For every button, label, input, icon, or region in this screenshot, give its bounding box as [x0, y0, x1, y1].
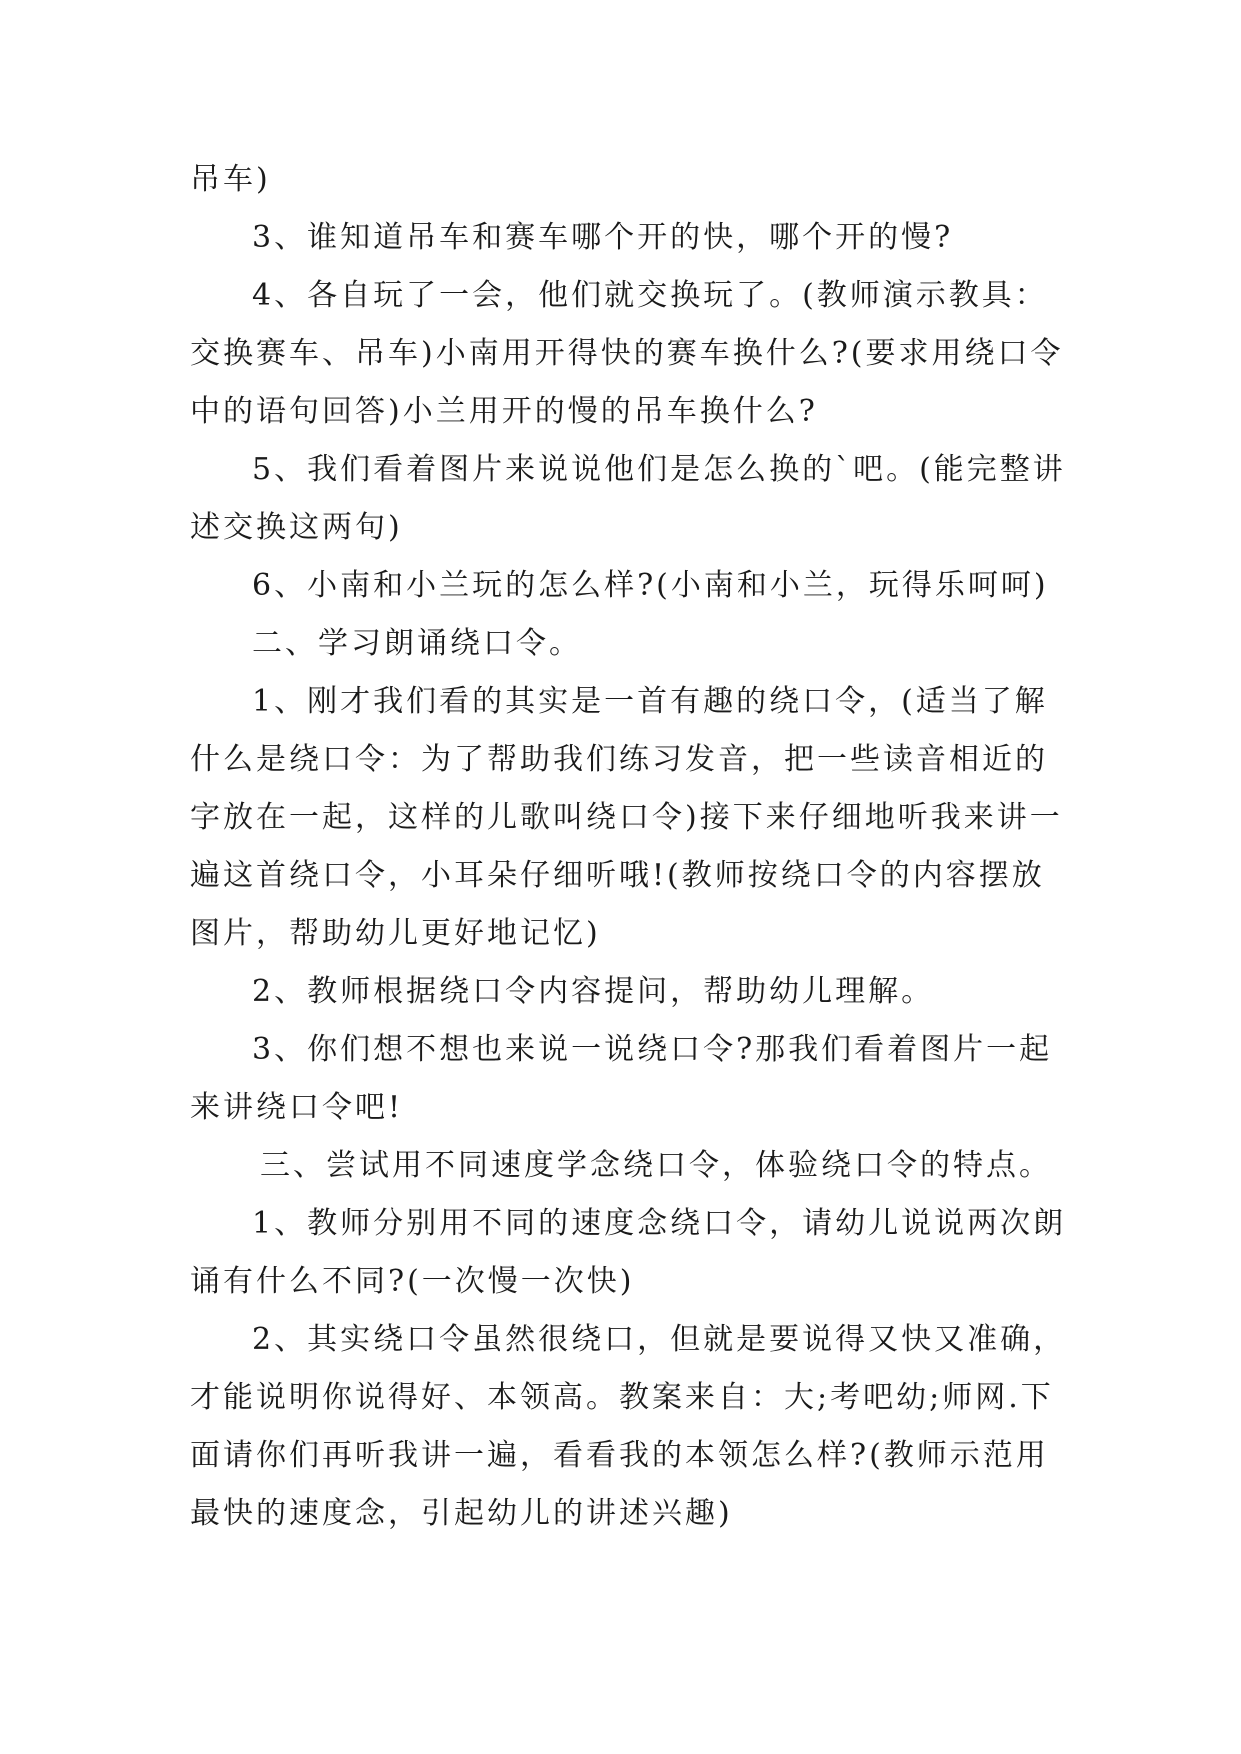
section-heading-3: 三、尝试用不同速度学念绕口令，体验绕口令的特点。: [260, 1148, 1052, 1183]
paragraph-section3-step-2: 2、其实绕口令虽然很绕口，但就是要说得又快又准确，才能说明你说得好、本领高。教案来自：大;考吧幼;师网.下面请你们再听我讲一遍，看看我的本领怎么样?(教师示范用最快的速度念，引起幼儿的讲述兴趣): [190, 1322, 1067, 1531]
paragraph-section2-step-2: 2、教师根据绕口令内容提问，帮助幼儿理解。: [252, 974, 935, 1009]
paragraph-section3-step-1: 1、教师分别用不同的速度念绕口令，请幼儿说说两次朗诵有什么不同?(一次慢一次快): [190, 1206, 1067, 1299]
paragraph-step-6: 6、小南和小兰玩的怎么样?(小南和小兰，玩得乐呵呵): [252, 568, 1049, 603]
document-body: [190, 151, 1070, 1543]
paragraph-step-4: 4、各自玩了一会，他们就交换玩了。(教师演示教具：交换赛车、吊车)小南用开得快的赛车换什么?(要求用绕口令中的语句回答)小兰用开的慢的吊车换什么?: [190, 278, 1064, 429]
paragraph-step-5: 5、我们看着图片来说说他们是怎么换的`吧。(能完整讲述交换这两句): [190, 452, 1066, 545]
paragraph-section2-step-3: 3、你们想不想也来说一说绕口令?那我们看着图片一起来讲绕口令吧!: [190, 1032, 1053, 1125]
paragraph-continuation: 吊车): [190, 162, 271, 197]
paragraph-section2-step-1: 1、刚才我们看的其实是一首有趣的绕口令，(适当了解什么是绕口令：为了帮助我们练习发音，把一些读音相近的字放在一起，这样的儿歌叫绕口令)接下来仔细地听我来讲一遍这首绕口令，小耳朵仔细听哦!(教师按绕口令的内容摆放图片，帮助幼儿更好地记忆): [190, 684, 1063, 951]
paragraph-step-3: 3、谁知道吊车和赛车哪个开的快，哪个开的慢?: [252, 220, 954, 255]
section-heading-2: 二、学习朗诵绕口令。: [252, 626, 582, 661]
